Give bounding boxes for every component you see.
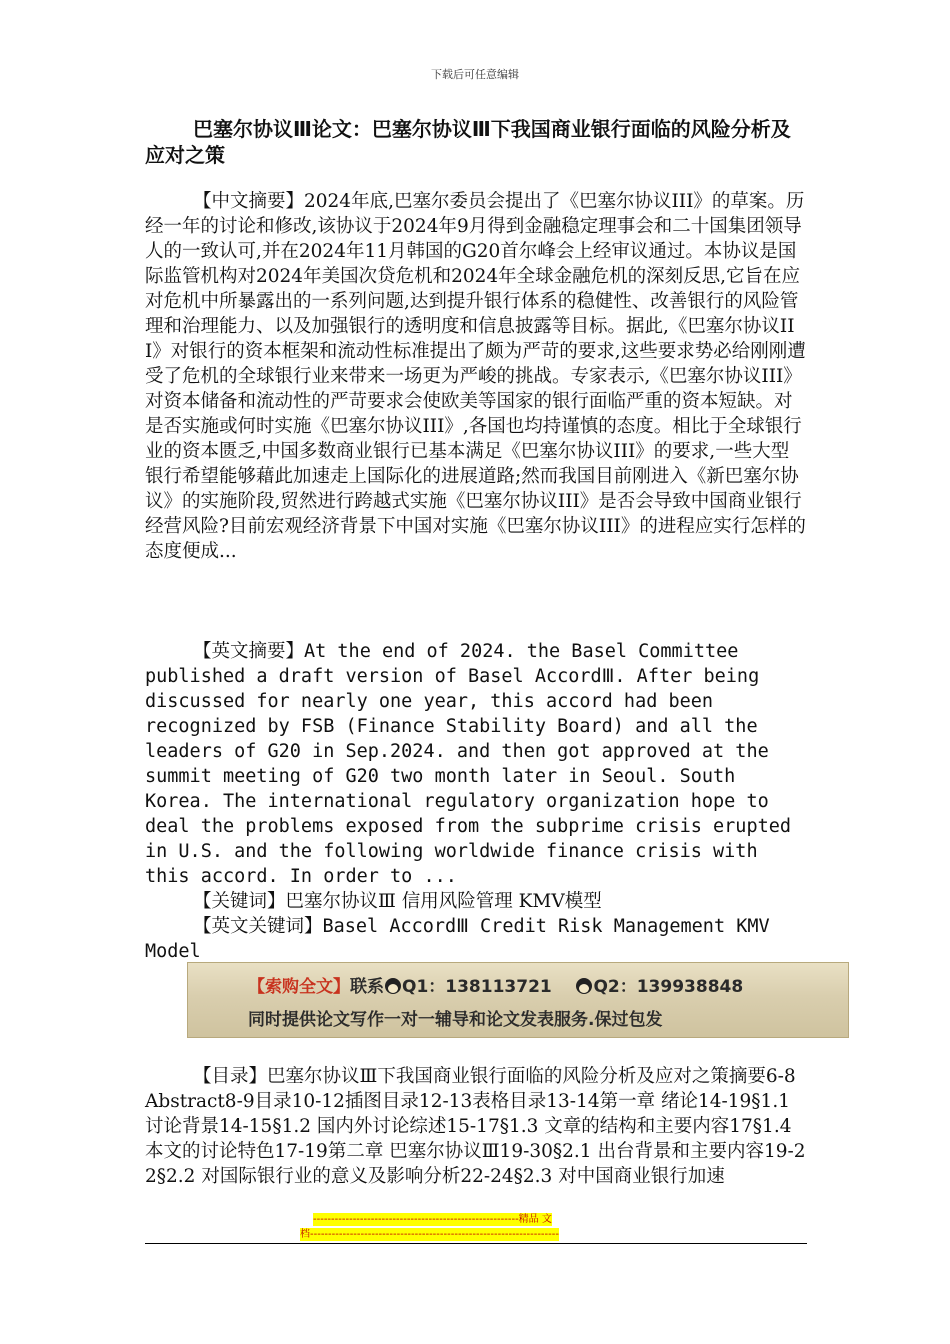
banner-tag: 【索购全文】 (248, 977, 350, 997)
footer-highlight-line-1: ---------------------------------------------------------精品 文 (313, 1214, 552, 1225)
header-note: 下载后可任意编辑 (431, 68, 519, 81)
footer-highlight-line-2: 档--------------------------------------------------------------------- (300, 1229, 559, 1240)
abstract-english: 【英文摘要】At the end of 2024. the Basel Committee published a draft version of Basel AccordⅢ. After being discussed for nearly one year, this accord had been recognized by FSB (Finance Stability Board) and all the leaders of G20 in Sep.2024. and then got approved at the summit meeting of G20 two month later in Seoul. South Korea. The international regulatory organization hope to deal the problems exposed from the subprime crisis erupted in U.S. and the following worldwide finance crisis with this accord. In order to ... (145, 641, 792, 887)
keywords-chinese: 【关键词】巴塞尔协议Ⅲ 信用风险管理 KMV模型 (193, 891, 602, 912)
banner-qq2: Q2：139938848 (593, 977, 744, 997)
banner-qq1: Q1：138113721 (402, 977, 552, 997)
banner-service-line: 同时提供论文写作一对一辅导和论文发表服务.保过包发 (248, 1010, 663, 1030)
footer-divider (145, 1243, 807, 1244)
purchase-banner (187, 962, 849, 1038)
table-of-contents: 【目录】巴塞尔协议Ⅲ下我国商业银行面临的风险分析及应对之策摘要6-8Abstract8-9目录10-12插图目录12-13表格目录13-14第一章 绪论14-19§1.1 讨论背景14-15§1.2 国内外讨论综述15-17§1.3 文章的结构和主要内容17§1.4 本文的讨论特色17-19第二章 巴塞尔协议Ⅲ19-30§2.1 出台背景和主要内容19-22§2.2 对国际银行业的意义及影响分析22-24§2.3 对中国商业银行加速 (145, 1066, 806, 1187)
qq-penguin-icon (385, 978, 401, 994)
qq-penguin-icon (576, 978, 592, 994)
banner-contact-label: 联系 (350, 977, 384, 997)
abstract-chinese: 【中文摘要】2024年底,巴塞尔委员会提出了《巴塞尔协议III》的草案。历经一年的讨论和修改,该协议于2024年9月得到金融稳定理事会和二十国集团领导人的一致认可,并在2024年11月韩国的G20首尔峰会上经审议通过。本协议是国际监管机构对2024年美国次贷危机和2024年全球金融危机的深刻反思,它旨在应对危机中所暴露出的一系列问题,达到提升银行体系的稳健性、改善银行的风险管理和治理能力、以及加强银行的透明度和信息披露等目标。据此,《巴塞尔协议III》对银行的资本框架和流动性标准提出了颇为严苛的要求,这些要求势必给刚刚遭受了危机的全球银行业来带来一场更为严峻的挑战。专家表示,《巴塞尔协议III》对资本储备和流动性的严苛要求会使欧美等国家的银行面临严重的资本短缺。对是否实施或何时实施《巴塞尔协议III》,各国也均持谨慎的态度。相比于全球银行业的资本匮乏,中国多数商业银行已基本满足《巴塞尔协议III》的要求,一些大型银行希望能够藉此加速走上国际化的进展道路;然而我国目前刚进入《新巴塞尔协议》的实施阶段,贸然进行跨越式实施《巴塞尔协议III》是否会导致中国商业银行经营风险?目前宏观经济背景下中国对实施《巴塞尔协议III》的进程应实行怎样的态度便成... (145, 191, 806, 562)
keywords-english: 【英文关键词】Basel AccordⅢ Credit Risk Management KMV Model (145, 916, 770, 962)
document-title: 巴塞尔协议Ⅲ论文：巴塞尔协议Ⅲ下我国商业银行面临的风险分析及应对之策 (145, 117, 791, 167)
banner-contact-row (248, 972, 743, 997)
